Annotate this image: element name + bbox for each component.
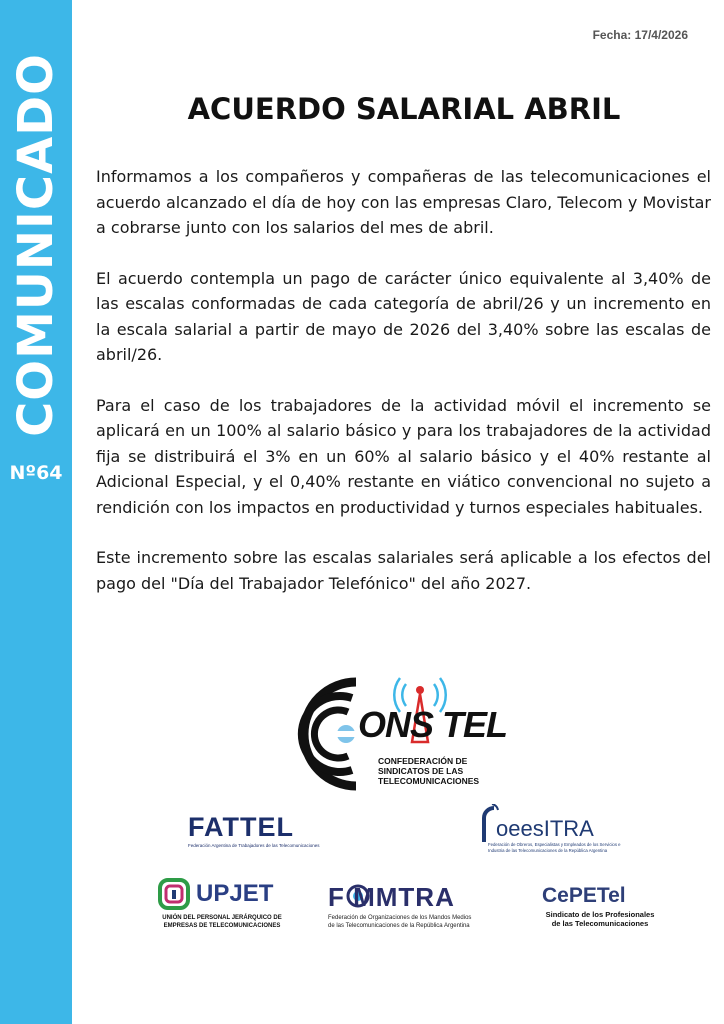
fommtra-subtitle: Federación de Organizaciones de los Mandos Medios de las Telecomunicaciones de la República Argentina: [328, 915, 472, 929]
foeesitra-subtitle: Federación de Obreros, Especialistas y Empleados de los Servicios e Industria de las Telecomunicaciones de la República Argentina: [488, 842, 621, 853]
cepetel-logo: [540, 884, 660, 930]
foeesitra-logo: [478, 800, 638, 856]
fommtra-wordmark: F MMTRA: [328, 882, 455, 912]
fattel-logo: [188, 812, 328, 848]
paragraph-1: Informamos a los compañeros y compañeras de las telecomunicaciones el acuerdo alcanzado el día de hoy con las empresas Claro, Telecom y Movistar a cobrarse junto con los salarios del mes de abril.: [96, 167, 711, 237]
paragraph-3: Para el caso de los trabajadores de la actividad móvil el incremento se aplicará en un 100% al salario básico y para los trabajadores de la actividad fija se distribuirá el 3% en un 60% al salario básico y el 40% restante al Adicional Especial, y el 0,40% restante en viático convencional no sujeto a rendición con los impactos en productividad y turnos especiales habituales.: [96, 395, 711, 517]
upjet-logo: [152, 878, 292, 934]
foeesitra-wordmark: oeesITRA: [496, 816, 594, 841]
upjet-wordmark: UPJET: [196, 880, 274, 907]
date-label: Fecha: 17/4/2026: [592, 28, 688, 42]
communique-number: Nº64: [9, 462, 63, 484]
cepetel-wordmark: CePETel: [542, 884, 626, 907]
sidebar-title: COMUNICADO: [8, 53, 64, 437]
body-text: [96, 164, 711, 621]
fommtra-logo: [328, 882, 488, 938]
cepetel-subtitle: Sindicato de los Profesionales de las Telecomunicaciones: [545, 910, 655, 928]
sidebar-band: [0, 0, 72, 1024]
fattel-wordmark: FATTEL: [188, 812, 294, 842]
consitel-subtitle: CONFEDERACIÓN DE SINDICATOS DE LAS TELECOMUNICACIONES: [378, 756, 480, 786]
consitel-logo: [286, 674, 526, 794]
paragraph-4: Este incremento sobre las escalas salariales será aplicable a los efectos del pago del "Día del Trabajador Telefónico" del año 2027.: [96, 548, 711, 593]
consitel-wordmark: ONS TEL: [358, 704, 508, 745]
upjet-subtitle: UNIÓN DEL PERSONAL JERÁRQUICO DE EMPRESAS DE TELECOMUNICACIONES: [162, 915, 282, 929]
paragraph-2: El acuerdo contempla un pago de carácter único equivalente al 3,40% de las escalas conformadas de cada categoría de abril/26 y un incremento en la escala salarial a partir de mayo de 2026 del 3,40% sobre las escalas de abril/26.: [96, 268, 711, 364]
upjet-emblem-icon: [156, 878, 192, 910]
page-title: ACUERDO SALARIAL ABRIL: [187, 92, 621, 126]
fattel-subtitle: Federación Argentina de Trabajadores de las Telecomunicaciones: [188, 843, 320, 848]
